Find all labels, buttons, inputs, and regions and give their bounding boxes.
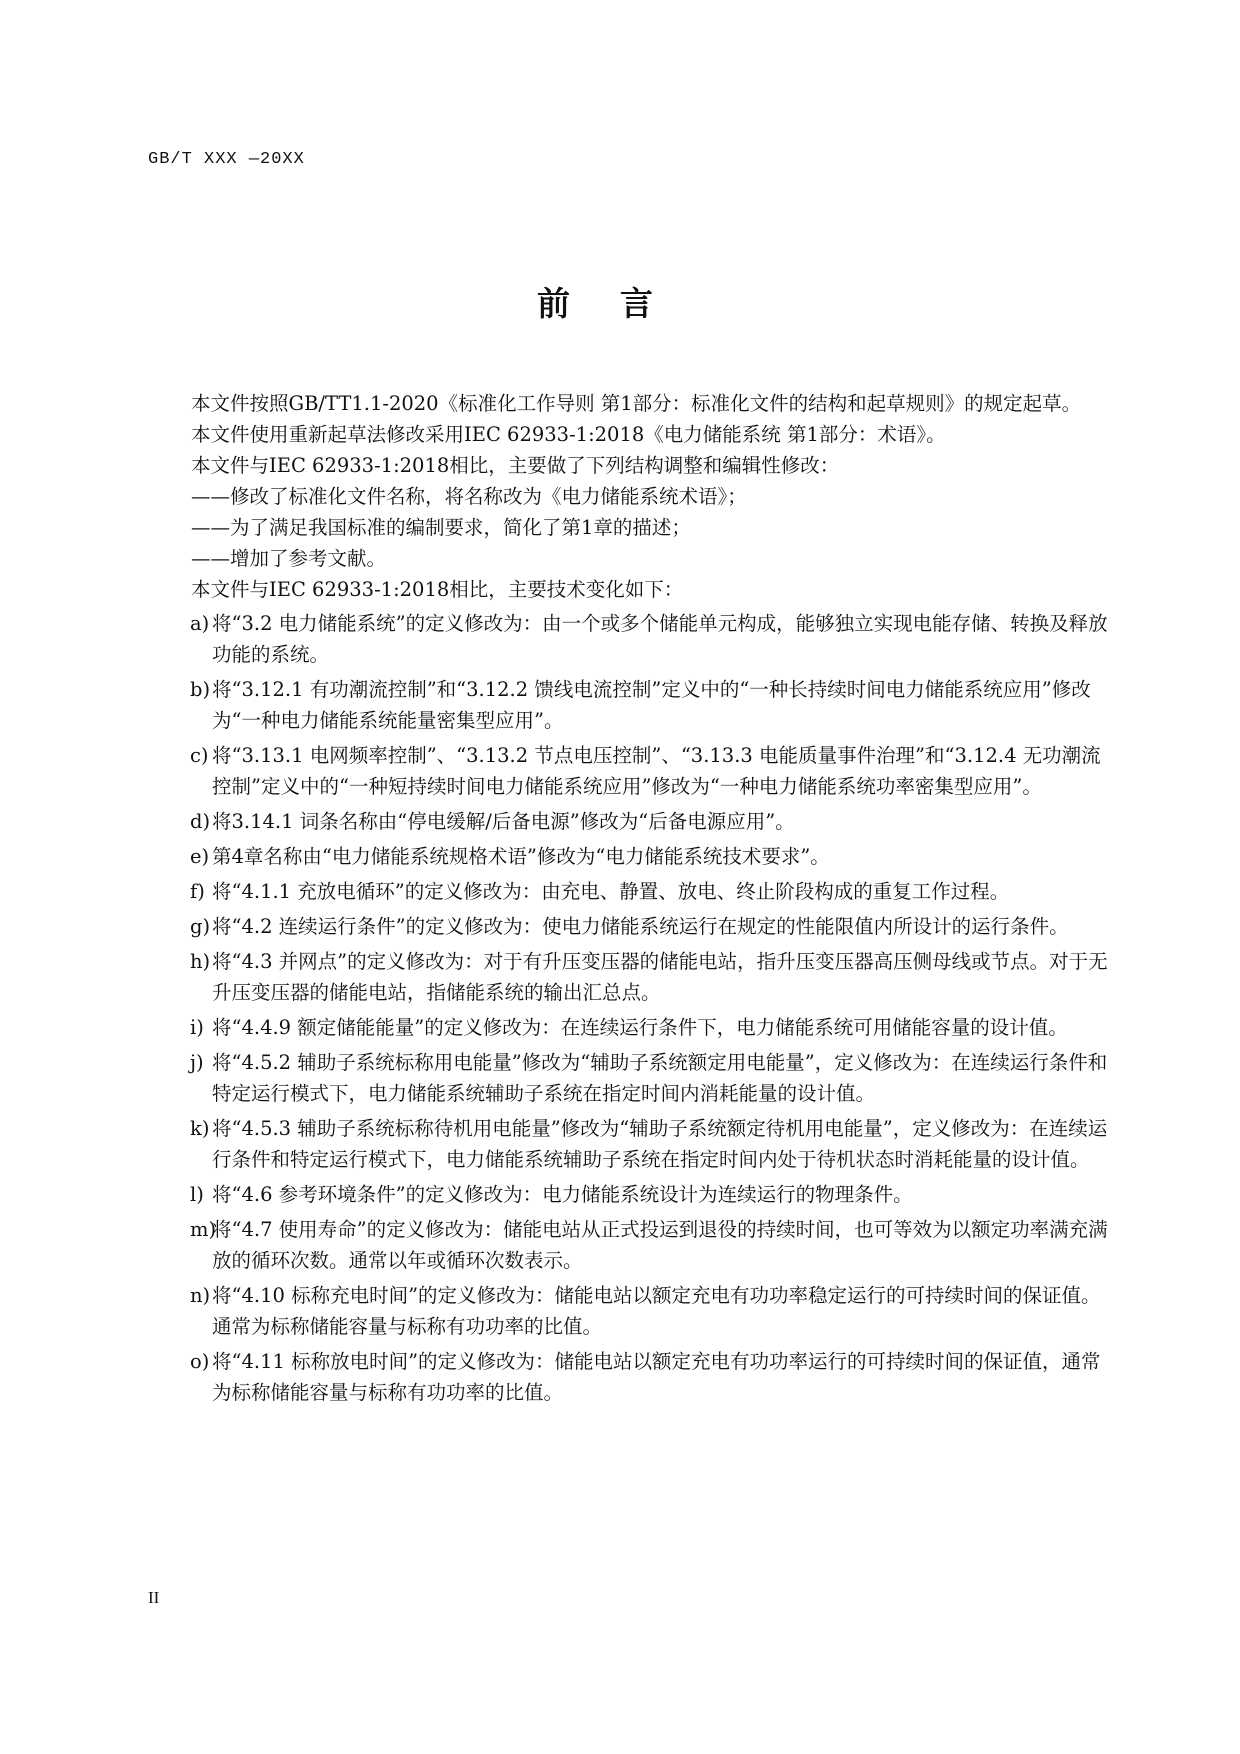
page-number: II [148,1588,160,1607]
list-item [190,1047,1116,1109]
change-list [148,608,1116,1408]
list-marker: b) [190,678,211,701]
list-item [190,1113,1116,1175]
list-marker: e) [190,845,210,868]
dash-item: ——为了满足我国标准的编制要求，简化了第1章的描述； [191,516,691,539]
list-item-text: 将“4.3 并网点”的定义修改为：对于有升压变压器的储能电站，指升压变压器高压侧母线或节点。对于无升压变压器的储能电站，指储能系统的输出汇总点。 [212,950,1108,1004]
list-item [190,876,1116,907]
foreword-body [148,388,1116,1412]
list-marker: o) [190,1350,210,1373]
list-item [190,946,1116,1008]
list-marker: i) [190,1016,204,1039]
list-marker: n) [190,1284,211,1307]
list-item-text: 将“4.11 标称放电时间”的定义修改为：储能电站以额定充电有功功率运行的可持续时间的保证值，通常为标称储能容量与标称有功功率的比值。 [212,1350,1101,1404]
list-marker: h) [190,950,211,973]
list-item [190,806,1116,837]
list-marker: j) [190,1051,204,1074]
list-item-text: 将“4.2 连续运行条件”的定义修改为：使电力储能系统运行在规定的性能限值内所设计的运行条件。 [212,915,1069,938]
list-marker: f) [190,880,205,903]
list-marker: a) [190,612,210,635]
list-item [190,674,1116,736]
paragraph: 本文件按照GB/TT1.1-2020《标准化工作导则 第1部分：标准化文件的结构和起草规则》的规定起草。 [191,392,1082,415]
dash-item: ——修改了标准化文件名称，将名称改为《电力储能系统术语》； [191,485,747,508]
list-marker: m) [190,1218,217,1241]
list-item-text: 将“4.4.9 额定储能能量”的定义修改为：在连续运行条件下，电力储能系统可用储能容量的设计值。 [212,1016,1068,1039]
list-item [190,1012,1116,1043]
list-marker: k) [190,1117,210,1140]
dash-item: ——增加了参考文献。 [191,547,387,570]
list-item-text: 将“4.1.1 充放电循环”的定义修改为：由充电、静置、放电、终止阶段构成的重复工作过程。 [212,880,1010,903]
list-item [190,608,1116,670]
list-item [190,740,1116,802]
list-marker: d) [190,810,211,833]
list-item [190,1280,1116,1342]
paragraph: 本文件与IEC 62933-1:2018相比，主要技术变化如下： [191,578,684,601]
list-item-text: 将“4.10 标称充电时间”的定义修改为：储能电站以额定充电有功功率稳定运行的可持续时间的保证值。通常为标称储能容量与标称有功功率的比值。 [212,1284,1101,1338]
document-code: GB/T XXX —20XX [148,150,305,169]
list-item-text: 将“4.5.3 辅助子系统标称待机用电能量”修改为“辅助子系统额定待机用电能量”，定义修改为：在连续运行条件和特定运行模式下，电力储能系统辅助子系统在指定时间内处于待机状态时消耗能量的设计值。 [212,1117,1108,1171]
list-item-text: 将“3.12.1 有功潮流控制”和“3.12.2 馈线电流控制”定义中的“一种长持续时间电力储能系统应用”修改为“一种电力储能系统能量密集型应用”。 [212,678,1091,732]
list-item [190,1179,1116,1210]
page-title: 前言 [537,284,703,323]
list-item [190,1214,1116,1276]
list-item [190,841,1116,872]
paragraph: 本文件使用重新起草法修改采用IEC 62933-1:2018《电力储能系统 第1部分：术语》。 [191,423,946,446]
list-item-text: 将“4.6 参考环境条件”的定义修改为：电力储能系统设计为连续运行的物理条件。 [212,1183,913,1206]
list-item-text: 将“3.2 电力储能系统”的定义修改为：由一个或多个储能单元构成，能够独立实现电能存储、转换及释放功能的系统。 [212,612,1108,666]
list-item-text: 将“4.5.2 辅助子系统标称用电能量”修改为“辅助子系统额定用电能量”，定义修改为：在连续运行条件和特定运行模式下，电力储能系统辅助子系统在指定时间内消耗能量的设计值。 [212,1051,1108,1105]
list-item-text: 第4章名称由“电力储能系统规格术语”修改为“电力储能系统技术要求”。 [212,845,830,868]
list-item-text: 将“4.7 使用寿命”的定义修改为：储能电站从正式投运到退役的持续时间，也可等效为以额定功率满充满放的循环次数。通常以年或循环次数表示。 [212,1218,1108,1272]
list-item-text: 将3.14.1 词条名称由“停电缓解/后备电源”修改为“后备电源应用”。 [212,810,795,833]
list-marker: c) [190,744,209,767]
list-marker: l) [190,1183,204,1206]
paragraph: 本文件与IEC 62933-1:2018相比，主要做了下列结构调整和编辑性修改： [191,454,840,477]
list-item [190,911,1116,942]
list-marker: g) [190,915,211,938]
list-item [190,1346,1116,1408]
list-item-text: 将“3.13.1 电网频率控制”、“3.13.2 节点电压控制”、“3.13.3 电能质量事件治理”和“3.12.4 无功潮流控制”定义中的“一种短持续时间电力储能系统应用”修改为“一种电力储能系统功率密集型应用”。 [212,744,1101,798]
